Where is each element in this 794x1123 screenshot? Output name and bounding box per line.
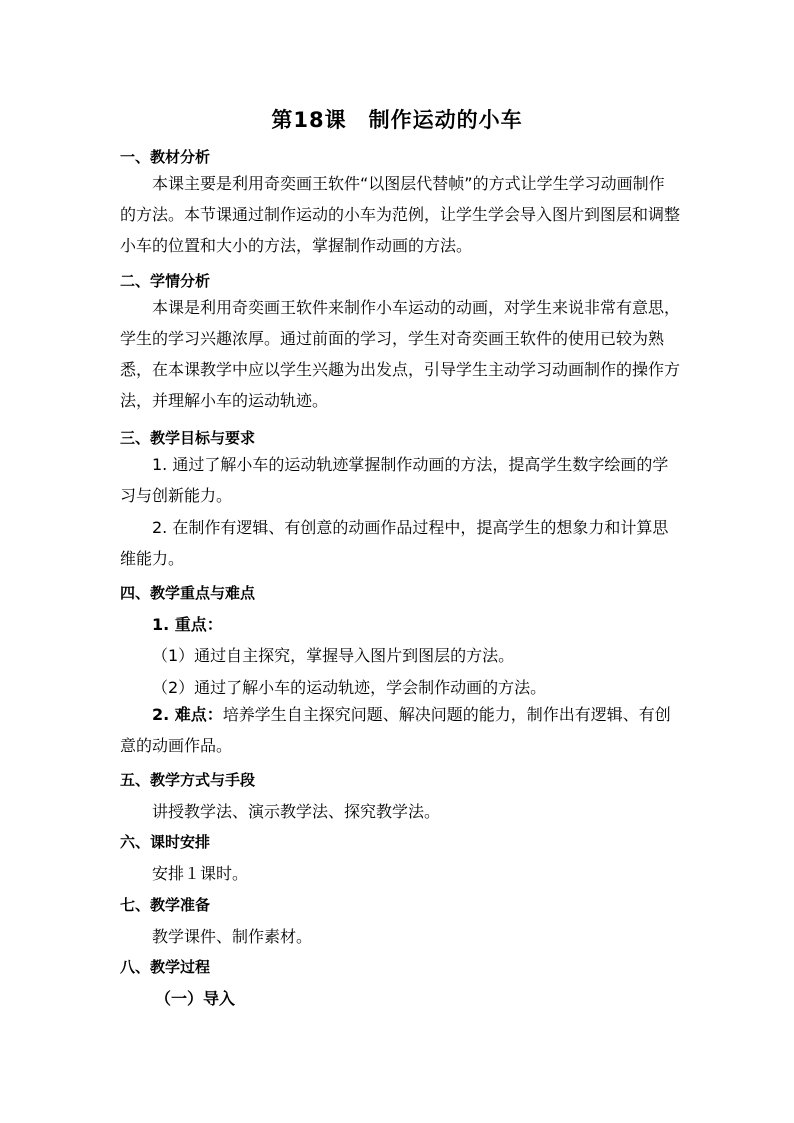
section-2-body: 本课是利用奇奕画王软件来制作小车运动的动画，对学生来说非常有意思，学生的学习兴趣浓厚。通过前面的学习，学生对奇奕画王软件的使用已较为熟悉，在本课教学中应以学生兴趣为出发点，引导学生主动学习动画制作的操作方法，并理解小车的运动轨迹。 <box>120 298 681 410</box>
key-point-label: 1. 重点： <box>152 615 223 634</box>
difficulty-label: 2. 难点： <box>152 705 223 724</box>
section-6-heading: 六、课时安排 <box>120 833 211 851</box>
process-step-1: （一）导入 <box>155 989 236 1008</box>
section-1-body: 本课主要是利用奇奕画王软件“以图层代替帧”的方式让学生学习动画制作的方法。本节课通过制作运动的小车为范例，让学生学会导入图片到图层和调整小车的位置和大小的方法，掌握制作动画的方法。 <box>120 174 681 255</box>
difficulty-paragraph <box>120 699 680 761</box>
objective-item-2: 2. 在制作有逻辑、有创意的动画作品过程中，提高学生的想象力和计算思维能力。 <box>120 518 669 568</box>
difficulty-text: 培养学生自主探究问题、解决问题的能力，制作出有逻辑、有创意的动画作品。 <box>120 705 671 755</box>
section-7-body: 教学课件、制作素材。 <box>152 927 313 946</box>
section-5-heading: 五、教学方式与手段 <box>120 771 256 789</box>
section-3-heading: 三、教学目标与要求 <box>120 429 256 447</box>
section-4-heading: 四、教学重点与难点 <box>120 584 256 602</box>
key-point-2: （2）通过了解小车的运动轨迹，学会制作动画的方法。 <box>152 678 547 697</box>
section-5-body: 讲授教学法、演示教学法、探究教学法。 <box>152 802 441 821</box>
objective-item-1: 1. 通过了解小车的运动轨迹掌握制作动画的方法，提高学生数字绘画的学习与创新能力。 <box>120 455 669 505</box>
key-point-1: （1）通过自主探究，掌握导入图片到图层的方法。 <box>152 646 515 665</box>
section-7-heading: 七、教学准备 <box>120 896 211 914</box>
lesson-title: 第18课 制作运动的小车 <box>271 108 523 132</box>
section-1-heading: 一、教材分析 <box>120 148 211 166</box>
section-2-heading: 二、学情分析 <box>120 272 211 290</box>
section-8-heading: 八、教学过程 <box>120 958 211 976</box>
section-6-body: 安排１课时。 <box>152 864 249 883</box>
